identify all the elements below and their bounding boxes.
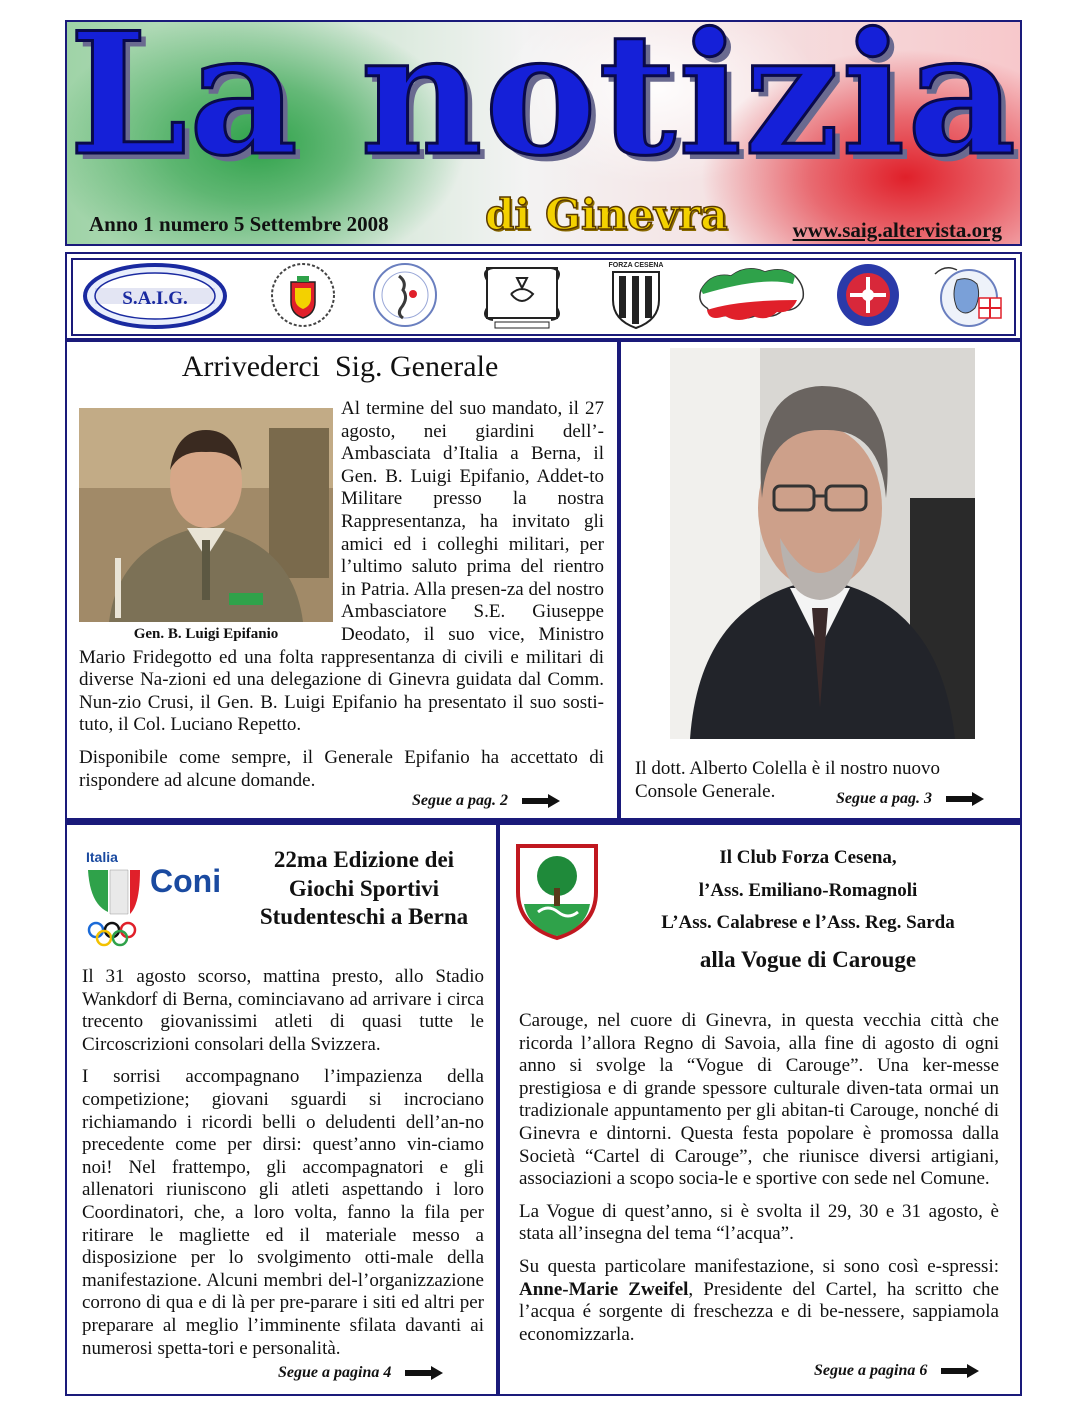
crest-logo-icon xyxy=(267,260,339,330)
arrow-right-icon xyxy=(941,1364,979,1378)
article2-continue-link[interactable] xyxy=(836,790,984,808)
svg-text:Coni: Coni xyxy=(150,863,222,899)
photo-float-spacer xyxy=(79,398,341,646)
sardinia-emblem-icon xyxy=(929,260,1009,330)
saig-logo-icon xyxy=(81,260,229,330)
emilia-romagna-map-icon xyxy=(697,260,809,330)
arrow-right-icon xyxy=(405,1366,443,1380)
arrow-right-icon xyxy=(946,792,984,806)
epifanio-photo-caption: Gen. B. Luigi Epifanio xyxy=(133,626,279,642)
vogue-title-line-3: L’Ass. Calabrese e l’Ass. Reg. Sarda xyxy=(661,912,955,934)
article4-paragraph-1: Carouge, nel cuore di Ginevra, in questa vecchia città che ricorda l’allora Regno di Savoia, alla fine di agosto di ogni anno si svolge la “Vogue di Carouge”. Una ker-messe prestigiosa e di grande spessore culturale diven-tata ormai un tradizionale appuntamento per gli abitan-ti Carouge, nonché di Ginevra e dintorni. Questa festa popolare è promossa dalla Società “Cartel di Carouge”, che riunisce diversi artigiani, associazioni a scopo socia-le e sportive con sede nel Comune. xyxy=(519,1010,999,1190)
vogue-title-line-4: alla Vogue di Carouge xyxy=(699,946,917,972)
article-title-giochi: 22ma Edizione dei Giochi Sportivi Studenteschi a Berna xyxy=(259,847,469,929)
carouge-coat-of-arms-icon xyxy=(514,842,600,942)
forza-cesena-logo-icon xyxy=(605,260,667,330)
vogue-title-line-2: l’Ass. Emiliano-Romagnoli xyxy=(698,879,918,901)
issue-info: Anno 1 numero 5 Settembre 2008 xyxy=(89,212,389,236)
article-title-arrivederci: Arrivederci Sig. Generale xyxy=(181,350,499,383)
article4-paragraph-3-end: , Presidente del Cartel, ha scritto che l’acqua é sorgente di freschezza e di be-nessere, sappiamola economizzarla. xyxy=(519,1278,999,1345)
article3-paragraph-1: Il 31 agosto scorso, mattina presto, allo Stadio Wankdorf di Berna, cominciavano ad arrivare i circa trecento giovanissimi atleti di quasi tutte le Circoscrizioni consolari della Svizzera. xyxy=(82,966,484,1055)
newspaper-subtitle: di Ginevra xyxy=(485,190,728,239)
colella-photo-caption: Il dott. Alberto Colella è il nostro nuovo Console Generale. xyxy=(635,758,941,802)
article4-body xyxy=(519,1010,999,1356)
bottom-column-divider xyxy=(496,822,500,1396)
article2-continue-text: Segue a pag. 3 xyxy=(836,790,932,807)
article3-continue-link[interactable] xyxy=(278,1364,443,1382)
article3-continue-text: Segue a pagina 4 xyxy=(278,1364,392,1381)
article1-body xyxy=(79,398,604,802)
coni-logo-icon xyxy=(84,848,240,952)
masthead xyxy=(65,0,1022,246)
article4-continue-link[interactable] xyxy=(814,1362,979,1380)
association-logos-bar xyxy=(65,252,1022,342)
article3-body xyxy=(82,966,484,1370)
article1-continue-link[interactable] xyxy=(412,792,560,810)
svg-text:Italia: Italia xyxy=(86,849,118,865)
svg-text:FORZA CESENA: FORZA CESENA xyxy=(608,262,664,269)
regional-emblem-icon xyxy=(835,260,901,330)
article4-paragraph-3 xyxy=(519,1256,999,1346)
article1-paragraph-1: Al termine del suo mandato, il 27 agosto, nei giardini dell’-Ambasciata d’Italia a Berna, il Gen. B. Luigi Epifanio, Addet-to Militare presso la nostra Rappresentanza, ha invitato gli amici ed i colleghi militari, per l’ultimo saluto prima del rientro in Patria. Alla presen-za del nostro Ambasciatore S.E. Giuseppe Deodato, il suo vice, Ministro Mario Fridegotto ed una folta rappresentanza di civili e militari di diverse Na-zioni ed una delegazione di Ginevra guidata dal Comm. Nun-zio Crusi, il Gen. B. Luigi Epifanio ha presentato il suo sosti-tuto, il Col. Luciano Repetto. xyxy=(79,398,604,736)
article1-continue-text: Segue a pag. 2 xyxy=(412,792,508,809)
website-link[interactable]: www.saig.altervista.org xyxy=(792,218,1002,242)
zweifel-name: Anne-Marie Zweifel xyxy=(519,1278,689,1300)
arrow-right-icon xyxy=(522,794,560,808)
newspaper-title: La notizia xyxy=(68,0,1019,193)
svg-text:S.A.I.G.: S.A.I.G. xyxy=(122,288,188,309)
article3-paragraph-2: I sorrisi accompagnano l’impazienza della competizione; giovani sguardi si incrociano richiamando i ricordi belli o deludenti dell’an-no precedente come per dirsi: quest’anno vin-ciamo noi! Nel frattempo, gli accompagnatori e gli allenatori riuniscono gli atleti aspettando i loro Coordinatori, che, a loro volta, fanno la fila per ritirare le magliette ed il materiale messo a disposizione per lo svolgimento otti-male della manifestazione. Alcuni membri del-l’organizzazione corrono di qua e di là per pre-parare i siti ed altri per preparare al meglio l’imminente sfilata davanti ai numerosi spetta-tori e personalità. xyxy=(82,1066,484,1359)
article4-paragraph-3-start: Su questa particolare manifestazione, si sono così e-spressi: xyxy=(519,1255,999,1277)
top-column-divider xyxy=(617,338,621,825)
vogue-title-line-1: Il Club Forza Cesena, xyxy=(719,847,897,868)
article-title-vogue xyxy=(606,842,1010,976)
calabria-logo-icon xyxy=(369,260,441,330)
article4-continue-text: Segue a pagina 6 xyxy=(814,1362,928,1379)
consul-colella-photo xyxy=(670,348,975,739)
ornate-frame-logo-icon xyxy=(477,260,567,330)
article4-paragraph-2: La Vogue di quest’anno, si è svolta il 29, 30 e 31 agosto, è stata all’insegna del tema “l’acqua”. xyxy=(519,1200,999,1245)
article1-paragraph-2: Disponibile come sempre, il Generale Epifanio ha accettato di rispondere ad alcune domande. xyxy=(79,746,604,791)
